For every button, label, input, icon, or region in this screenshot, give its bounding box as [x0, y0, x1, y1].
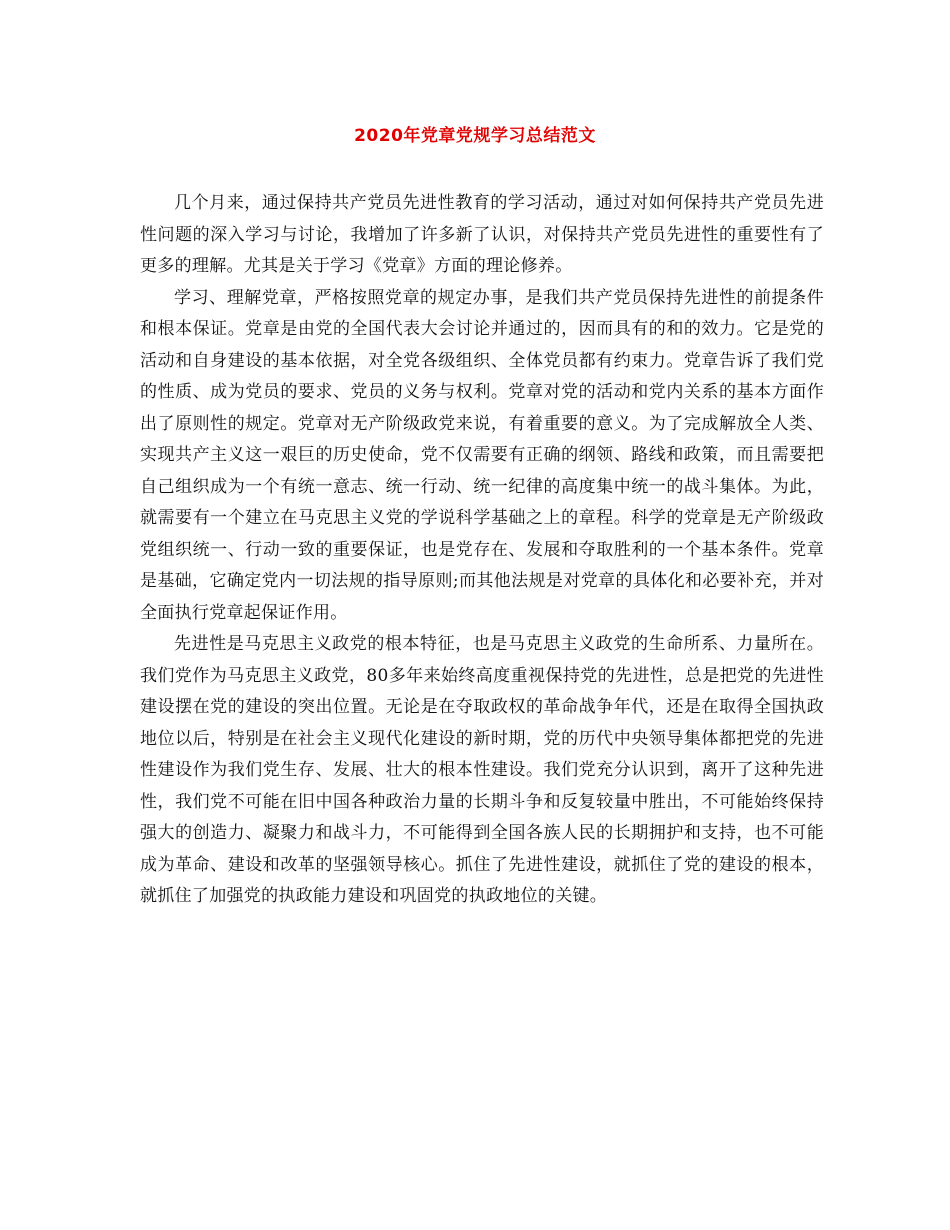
document-title: 2020年党章党规学习总结范文 — [354, 126, 596, 146]
paragraph-1: 几个月来，通过保持共产党员先进性教育的学习活动，通过对如何保持共产党员先进性问题的深入学习与讨论，我增加了许多新了认识，对保持共产党员先进性的重要性有了更多的理解。尤其是关于学习《党章》方面的理论修养。 — [140, 193, 824, 276]
paragraph-3: 先进性是马克思主义政党的根本特征，也是马克思主义政党的生命所系、力量所在。我们党作为马克思主义政党，80多年来始终高度重视保持党的先进性，总是把党的先进性建设摆在党的建设的突出位置。无论是在夺取政权的革命战争年代，还是在取得全国执政地位以后，特别是在社会主义现代化建设的新时期，党的历代中央领导集体都把党的先进性建设作为我们党生存、发展、壮大的根本性建设。我们党充分认识到，离开了这种先进性，我们党不可能在旧中国各种政治力量的长期斗争和反复较量中胜出，不可能始终保持强大的创造力、凝聚力和战斗力，不可能得到全国各族人民的长期拥护和支持，也不可能成为革命、建设和改革的坚强领导核心。抓住了先进性建设，就抓住了党的建设的根本，就抓住了加强党的执政能力建设和巩固党的执政地位的关键。 — [140, 634, 824, 906]
paragraph-2: 学习、理解党章，严格按照党章的规定办事，是我们共产党员保持先进性的前提条件和根本保证。党章是由党的全国代表大会讨论并通过的，因而具有的和的效力。它是党的活动和自身建设的基本依据，对全党各级组织、全体党员都有约束力。党章告诉了我们党的性质、成为党员的要求、党员的义务与权利。党章对党的活动和党内关系的基本方面作出了原则性的规定。党章对无产阶级政党来说，有着重要的意义。为了完成解放全人类、实现共产主义这一艰巨的历史使命，党不仅需要有正确的纲领、路线和政策，而且需要把自己组织成为一个有统一意志、统一行动、统一纪律的高度集中统一的战斗集体。为此，就需要有一个建立在马克思主义党的学说科学基础之上的章程。科学的党章是无产阶级政党组织统一、行动一致的重要保证，也是党存在、发展和夺取胜利的一个基本条件。党章是基础，它确定党内一切法规的指导原则;而其他法规是对党章的具体化和必要补充，并对全面执行党章起保证作用。 — [140, 287, 824, 623]
document-body — [140, 188, 824, 913]
